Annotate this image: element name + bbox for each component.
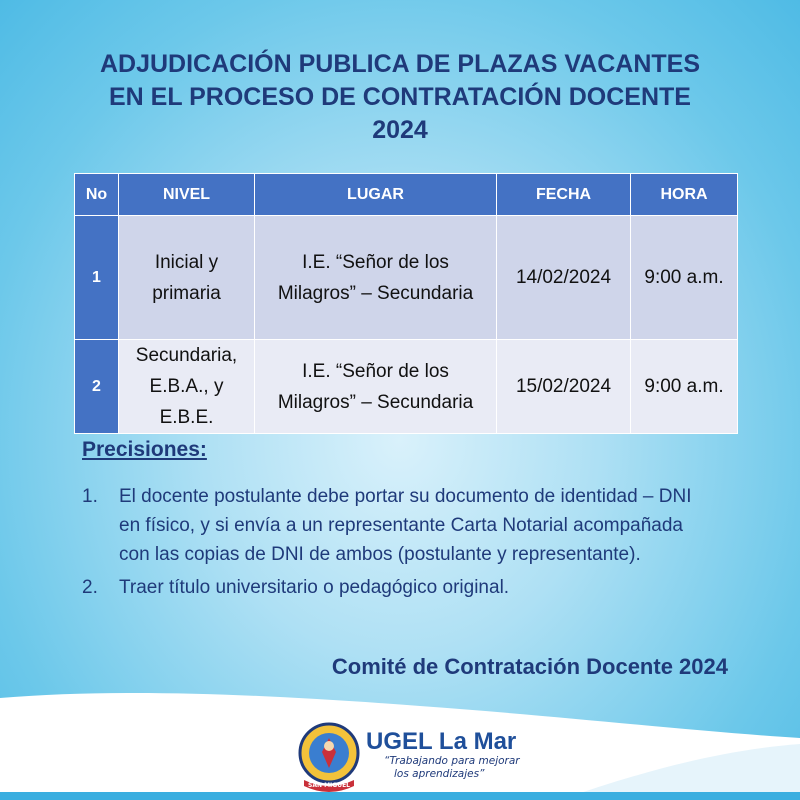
header-lugar: LUGAR bbox=[255, 174, 497, 216]
row-fecha: 15/02/2024 bbox=[497, 340, 631, 434]
table-row bbox=[75, 340, 738, 434]
list-item-text: El docente postulante debe portar su documento de identidad – DNI en físico, y si envía a un representante Carta Notarial acompañada con las copias de DNI de ambos (postulante y representante). bbox=[119, 486, 692, 565]
tagline-line-1: “Trabajando para mejorar bbox=[384, 755, 520, 767]
title-line-2: EN EL PROCESO DE CONTRATACIÓN DOCENTE bbox=[109, 83, 691, 111]
precisiones-list bbox=[82, 482, 692, 606]
list-item-number: 1. bbox=[82, 486, 98, 507]
brand-name: UGEL La Mar bbox=[366, 728, 517, 755]
row-hora: 9:00 a.m. bbox=[631, 340, 738, 434]
table-row bbox=[75, 216, 738, 340]
precisiones-title: Precisiones: bbox=[82, 438, 207, 461]
header-no: No bbox=[75, 174, 119, 216]
page-title bbox=[0, 48, 800, 147]
plazas-table bbox=[74, 173, 738, 434]
bottom-stripe bbox=[0, 792, 800, 800]
header-nivel: NIVEL bbox=[119, 174, 255, 216]
title-line-1: ADJUDICACIÓN PUBLICA DE PLAZAS VACANTES bbox=[99, 50, 701, 78]
row-nivel: Inicial y primaria bbox=[119, 216, 255, 340]
row-lugar: I.E. “Señor de los Milagros” – Secundaria bbox=[255, 216, 497, 340]
signature: Comité de Contratación Docente 2024 bbox=[331, 654, 728, 679]
table-header-row bbox=[75, 174, 738, 216]
list-item bbox=[82, 482, 692, 569]
row-number: 2 bbox=[75, 340, 119, 434]
brand-tagline bbox=[384, 755, 520, 781]
list-item-number: 2. bbox=[82, 577, 98, 598]
logo-label: SAN MIGUEL bbox=[308, 782, 350, 789]
title-line-3: 2024 bbox=[372, 116, 428, 144]
row-nivel: Secundaria, E.B.A., y E.B.E. bbox=[119, 340, 255, 434]
row-hora: 9:00 a.m. bbox=[631, 216, 738, 340]
list-item bbox=[82, 573, 692, 602]
row-number: 1 bbox=[75, 216, 119, 340]
row-fecha: 14/02/2024 bbox=[497, 216, 631, 340]
ugel-seal-icon bbox=[298, 722, 360, 792]
list-item-text: Traer título universitario o pedagógico original. bbox=[119, 577, 510, 598]
header-hora: HORA bbox=[631, 174, 738, 216]
header-fecha: FECHA bbox=[497, 174, 631, 216]
row-lugar: I.E. “Señor de los Milagros” – Secundaria bbox=[255, 340, 497, 434]
tagline-line-2: los aprendizajes” bbox=[394, 768, 485, 780]
